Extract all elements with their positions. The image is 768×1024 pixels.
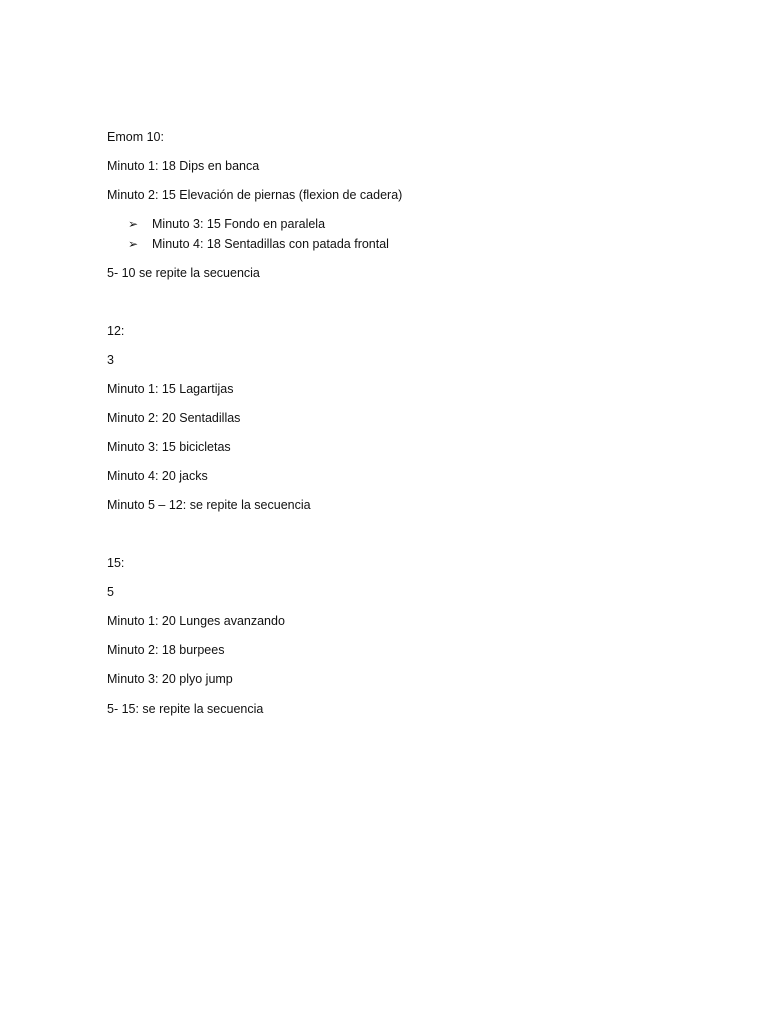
arrow-bullet-icon: ➢ xyxy=(128,217,139,231)
bullet-text: Minuto 4: 18 Sentadillas con patada frontal xyxy=(152,237,389,251)
section3-line-2: Minuto 2: 18 burpees xyxy=(107,643,225,657)
section1-footer: 5- 10 se repite la secuencia xyxy=(107,266,260,280)
section2-line-4: Minuto 4: 20 jacks xyxy=(107,469,208,483)
bullet-item xyxy=(128,236,389,252)
section3-footer: 5- 15: se repite la secuencia xyxy=(107,702,264,716)
section1-line-1: Minuto 1: 18 Dips en banca xyxy=(107,159,260,173)
section2-line-1: Minuto 1: 15 Lagartijas xyxy=(107,382,234,396)
section1-heading: Emom 10: xyxy=(107,130,164,144)
section2-line-3: Minuto 3: 15 bicicletas xyxy=(107,440,231,454)
bullet-text: Minuto 3: 15 Fondo en paralela xyxy=(152,217,326,231)
arrow-bullet-icon: ➢ xyxy=(128,237,139,251)
section3-line-3: Minuto 3: 20 plyo jump xyxy=(107,672,233,686)
section2-line-5: Minuto 5 – 12: se repite la secuencia xyxy=(107,498,311,512)
section2-heading: 12: xyxy=(107,324,125,338)
section3-heading: 15: xyxy=(107,556,125,570)
section3-line-1: Minuto 1: 20 Lunges avanzando xyxy=(107,614,285,628)
section2-subheading: 3 xyxy=(107,353,114,367)
section3-subheading: 5 xyxy=(107,585,114,599)
section2-line-2: Minuto 2: 20 Sentadillas xyxy=(107,411,241,425)
section1-line-2: Minuto 2: 15 Elevación de piernas (flexion de cadera) xyxy=(107,188,403,202)
bullet-item xyxy=(128,216,325,232)
